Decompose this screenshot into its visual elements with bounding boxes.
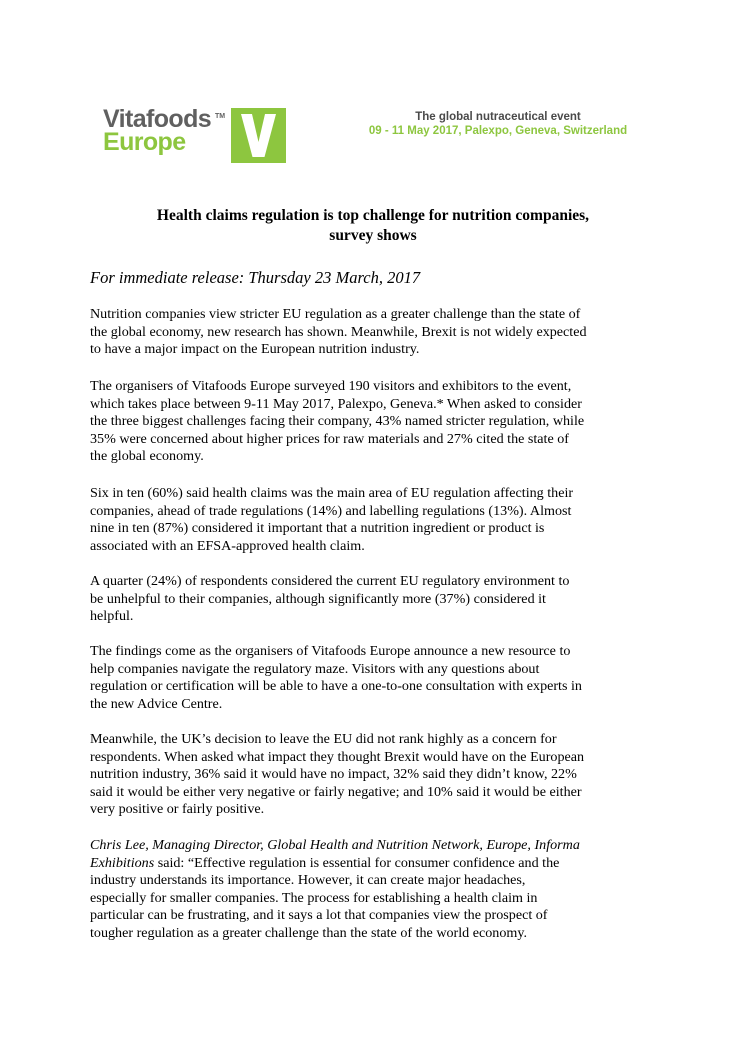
headline-line: Health claims regulation is top challenge for nutrition companies, (156, 207, 590, 224)
release-date-line: For immediate release: Thursday 23 March, 2017 (90, 268, 421, 287)
text-line: helpful. (90, 608, 134, 625)
headline (90, 206, 656, 246)
text-line: The findings come as the organisers of Vitafoods Europe announce a new resource to (90, 643, 571, 659)
text-line: be unhelpful to their companies, although significantly more (37%) considered it (90, 590, 546, 607)
logo-v-mark (231, 108, 286, 163)
text-line: industry understands its importance. However, it can create major headaches, (90, 872, 526, 889)
quote-text: said: “Effective regulation is essential for consumer confidence and the (154, 854, 560, 871)
event-dates: 09 - 11 May 2017, Palexpo, Geneva, Switzerland (368, 125, 628, 137)
paragraph-survey (90, 378, 660, 466)
text-line (90, 837, 660, 855)
text-line: particular can be frustrating, and it says a lot that companies view the prospect of (90, 907, 548, 924)
paragraph-advice-centre (90, 643, 660, 713)
text-line: companies, ahead of trade regulations (14%) and labelling regulations (13%). Almost (90, 502, 572, 519)
text-line: 35% were concerned about higher prices for raw materials and 27% cited the state of (90, 430, 569, 447)
paragraph-health-claims (90, 485, 660, 555)
paragraph-quote (90, 837, 660, 943)
text-line: said it would be either very negative or fairly negative; and 10% said it would be either (90, 783, 582, 800)
text-line: associated with an EFSA-approved health claim. (90, 537, 365, 554)
vitafoods-europe-logo (103, 105, 226, 156)
paragraph-brexit (90, 731, 660, 819)
text-line: help companies navigate the regulatory maze. Visitors with any questions about (90, 660, 540, 677)
text-line: tougher regulation as a greater challenge than the state of the world economy. (90, 924, 527, 941)
logo-wordmark-vitafoods: Vitafoods (103, 105, 212, 133)
text-line: the new Advice Centre. (90, 695, 223, 712)
text-line: Six in ten (60%) said health claims was the main area of EU regulation affecting their (90, 485, 574, 501)
text-line: nutrition industry, 36% said it would have no impact, 32% said they didn’t know, 22% (90, 766, 577, 783)
text-line: The organisers of Vitafoods Europe surveyed 190 visitors and exhibitors to the event, (90, 378, 572, 394)
event-tagline: The global nutraceutical event (415, 111, 581, 123)
text-line: the global economy. (90, 448, 204, 465)
text-line (90, 855, 660, 873)
text-line: A quarter (24%) of respondents considered the current EU regulatory environment to (90, 573, 570, 589)
text-line: nine in ten (87%) considered it important that a nutrition ingredient or product is (90, 520, 545, 537)
text-line: which takes place between 9-11 May 2017, Palexpo, Geneva.* When asked to consider (90, 395, 582, 412)
paragraph-regulatory-environment (90, 573, 660, 626)
headline-line: survey shows (329, 227, 417, 244)
text-line: the global economy, new research has shown. Meanwhile, Brexit is not widely expected (90, 323, 587, 340)
v-letter-icon (231, 108, 286, 163)
paragraph-intro (90, 306, 660, 359)
text-line: especially for smaller companies. The process for establishing a health claim in (90, 889, 538, 906)
text-line: the three biggest challenges facing their company, 43% named stricter regulation, while (90, 413, 585, 430)
text-line: to have a major impact on the European nutrition industry. (90, 341, 420, 358)
text-line: respondents. When asked what impact they thought Brexit would have on the European (90, 748, 585, 765)
logo-wordmark-europe: Europe (103, 128, 186, 156)
logo-trademark: TM (215, 113, 226, 120)
text-line: regulation or certification will be able to have a one-to-one consultation with experts in (90, 678, 582, 695)
speaker-credit: Exhibitions (90, 854, 155, 871)
text-line: Meanwhile, the UK’s decision to leave the EU did not rank highly as a concern for (90, 731, 557, 747)
text-line: very positive or fairly positive. (90, 801, 265, 818)
text-line: Nutrition companies view stricter EU regulation as a greater challenge than the state of (90, 306, 581, 322)
speaker-credit: Chris Lee, Managing Director, Global Health and Nutrition Network, Europe, Informa (90, 837, 580, 853)
